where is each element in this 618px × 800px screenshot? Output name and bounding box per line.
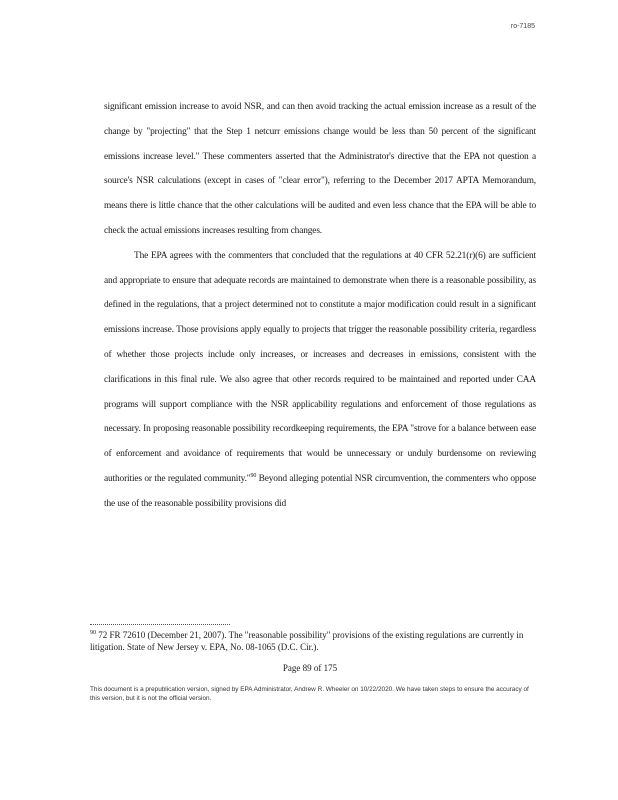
prepublication-disclaimer: This document is a prepublication version, signed by EPA Administrator, Andrew R. Wheeler on 10/22/2020. We have taken steps to ensure the accuracy of this version, but it is not the official version.	[90, 686, 529, 702]
footnote	[90, 630, 530, 653]
document-code: ro-7185	[510, 23, 535, 30]
footnote-divider	[90, 624, 230, 625]
paragraph-2	[104, 244, 536, 517]
footnote-number: 90	[90, 630, 96, 636]
paragraph-1: significant emission increase to avoid NSR, and can then avoid tracking the actual emission increase as a result of the change by "projecting" that the Step 1 netcurr emissions change would be less than 50 percent of the significant emissions increase level." These commenters asserted that the Administrator's directive that the EPA not question a source's NSR calculations (except in cases of "clear error"), referring to the December 2017 APTA Memorandum, means there is little chance that the other calculations will be audited and even less chance that the EPA will be able to check the actual emissions increases resulting from changes.	[104, 102, 536, 236]
paragraph-2-continuation: Beyond alleging potential NSR circumvention, the commenters who oppose the use of the reasonable possibility provisions did	[104, 473, 536, 509]
page-number: Page 89 of 175	[282, 663, 338, 673]
paragraph-2-text: The EPA agrees with the commenters that concluded that the regulations at 40 CFR 52.21(r)(6) are sufficient and appropriate to ensure that adequate records are maintained to demonstrate when there is a reasonable possibility, as defined in the regulations, that a project determined not to constitute a major modification could result in a significant emissions increase. Those provisions apply equally to projects that trigger the reasonable possibility criteria, regardless of whether those projects include only increases, or increases and decreases in emissions, consistent with the clarifications in this final rule. We also agree that other records required to be maintained and reported under CAA programs will support compliance with the NSR applicability regulations and enforcement of those regulations as necessary. In proposing reasonable possibility recordkeeping requirements, the EPA "strove for a balance between ease of enforcement and avoidance of requirements that would be unnecessary or unduly burdensome on reviewing authorities or the regulated community."	[104, 250, 536, 484]
footnote-reference[interactable]: 90	[250, 472, 257, 479]
footnote-text: 72 FR 72610 (December 21, 2007). The "reasonable possibility" provisions of the existing regulations are currently in litigation. State of New Jersey v. EPA, No. 08-1065 (D.C. Cir.).	[90, 630, 524, 652]
body-text	[104, 95, 536, 517]
